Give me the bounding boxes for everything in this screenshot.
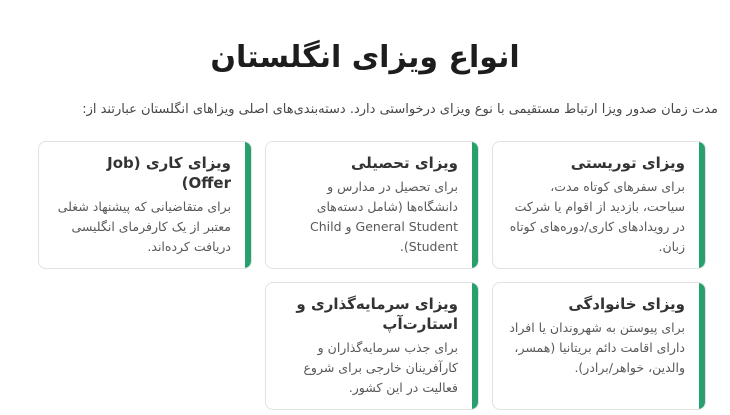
card-title: ویزای سرمایه‌گذاری و استارت‌آپ bbox=[296, 295, 458, 333]
card-title: ویزای توریستی bbox=[570, 154, 685, 172]
card-title: ویزای تحصیلی bbox=[350, 154, 458, 172]
accent-bar bbox=[699, 283, 705, 409]
accent-bar bbox=[699, 142, 705, 268]
card-title: ویزای کاری (Job Offer) bbox=[107, 154, 231, 192]
card-description: برای جذب سرمایه‌گذاران و کارآفرینان خارجی برای شروع فعالیت در این کشور. bbox=[303, 340, 458, 395]
card-description: برای پیوستن به شهروندان یا افراد دارای اقامت دائم بریتانیا (همسر، والدین، خواهر/برادر). bbox=[509, 320, 685, 375]
visa-card-family bbox=[492, 282, 706, 410]
visa-card-student bbox=[265, 141, 479, 269]
visa-cards-grid bbox=[38, 141, 706, 410]
card-description: برای متقاضیانی که پیشنهاد شغلی معتبر از یک کارفرمای انگلیسی دریافت کرده‌اند. bbox=[57, 199, 231, 254]
visa-card-work bbox=[38, 141, 252, 269]
page-title: انواع ویزای انگلستان bbox=[210, 40, 520, 75]
accent-bar bbox=[472, 283, 478, 409]
accent-bar bbox=[245, 142, 251, 268]
visa-card-investment bbox=[265, 282, 479, 410]
card-description: برای سفرهای کوتاه مدت، سیاحت، بازدید از اقوام یا شرکت در رویدادهای کاری/دوره‌های کوتاه زبان. bbox=[509, 179, 685, 254]
intro-text: مدت زمان صدور ویزا ارتباط مستقیمی با نوع ویزای درخواستی دارد. دسته‌بندی‌های اصلی ویزاهای انگلستان عبارتند از: bbox=[82, 102, 718, 117]
accent-bar bbox=[472, 142, 478, 268]
card-description: برای تحصیل در مدارس و دانشگاه‌ها (شامل دسته‌های General Student و Child Student). bbox=[310, 179, 458, 254]
card-title: ویزای خانوادگی bbox=[568, 295, 685, 313]
visa-card-tourist bbox=[492, 141, 706, 269]
